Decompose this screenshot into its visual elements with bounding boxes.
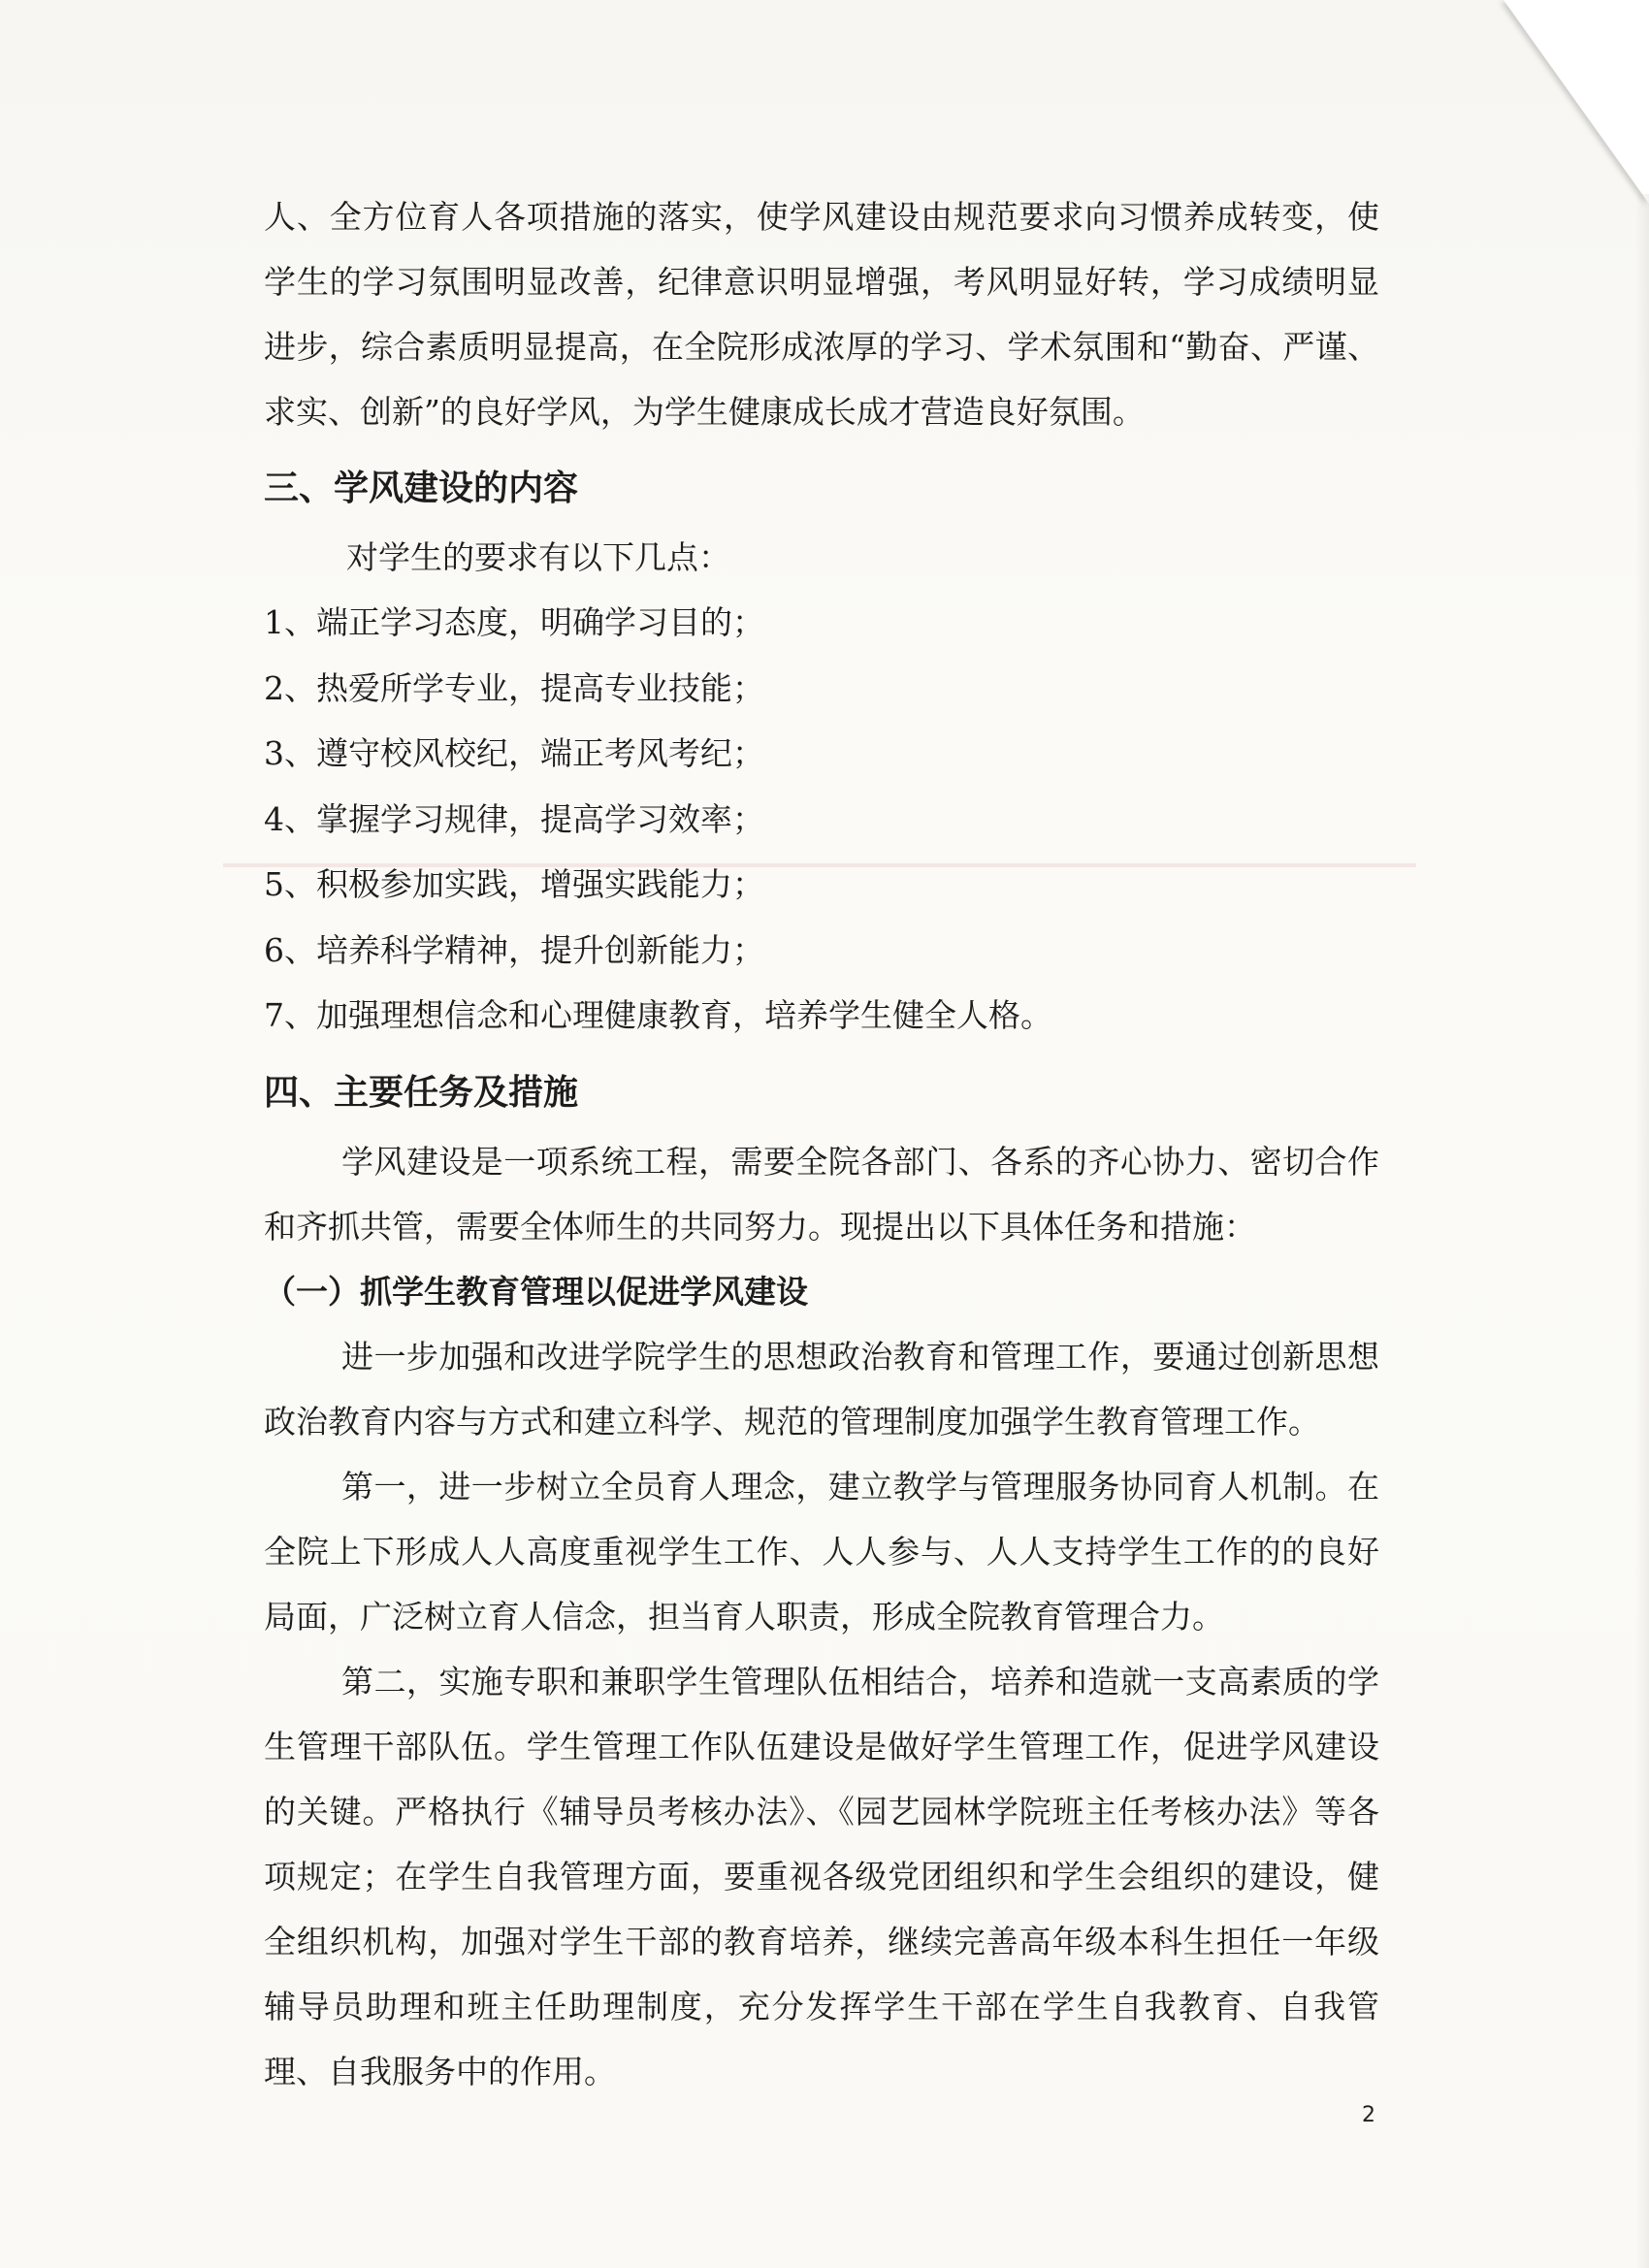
list-item: 3、遵守校风校纪，端正考风考纪； <box>264 734 764 772</box>
document-body <box>264 184 1379 2104</box>
section-heading-4: 四、主要任务及措施 <box>264 1072 579 1113</box>
list-item: 1、端正学习态度，明确学习目的； <box>264 603 764 641</box>
paragraph-intro: 人、全方位育人各项措施的落实，使学风建设由规范要求向习惯养成转变，使学生的学习氛围明显改善，纪律意识明显增强，考风明显好转，学习成绩明显进步，综合素质明显提高，在全院形成浓厚的学习、学术氛围和“勤奋、严谨、求实、创新”的良好学风，为学生健康成长成才营造良好氛围。 <box>264 198 1379 431</box>
list-item: 5、积极参加实践，增强实践能力； <box>264 865 764 903</box>
requirements-intro: 对学生的要求有以下几点： <box>346 538 730 576</box>
paragraph: 进一步加强和改进学院学生的思想政治教育和管理工作，要通过创新思想政治教育内容与方式和建立科学、规范的管理制度加强学生教育管理工作。 <box>264 1337 1379 1441</box>
paper-edge-shadow <box>1635 194 1649 2268</box>
list-item: 7、加强理想信念和心理健康教育，培养学生健全人格。 <box>264 996 1052 1034</box>
folded-corner <box>1504 0 1649 204</box>
list-item: 6、培养科学精神，提升创新能力； <box>264 930 764 969</box>
section4-intro: 学风建设是一项系统工程，需要全院各部门、各系的齐心协力、密切合作和齐抓共管，需要全体师生的共同努力。现提出以下具体任务和措施： <box>264 1142 1379 1246</box>
list-item: 2、热爱所学专业，提高专业技能； <box>264 668 764 707</box>
paragraph: 第二，实施专职和兼职学生管理队伍相结合，培养和造就一支高素质的学生管理干部队伍。学生管理工作队伍建设是做好学生管理工作，促进学风建设的关键。严格执行《辅导员考核办法》、《园艺园林学院班主任考核办法》等各项规定；在学生自我管理方面，要重视各级党团组织和学生会组织的建设，健全组织机构，加强对学生干部的教育培养，继续完善高年级本科生担任一年级辅导员助理和班主任助理制度，充分发挥学生干部在学生自我教育、自我管理、自我服务中的作用。 <box>264 1662 1379 2090</box>
page-number: 2 <box>1362 2103 1375 2127</box>
list-item: 4、掌握学习规律，提高学习效率； <box>264 799 764 838</box>
subsection-heading-1: （一）抓学生教育管理以促进学风建设 <box>264 1272 808 1311</box>
paragraph: 第一，进一步树立全员育人理念，建立教学与管理服务协同育人机制。在全院上下形成人人高度重视学生工作、人人参与、人人支持学生工作的的良好局面，广泛树立育人信念，担当育人职责，形成全院教育管理合力。 <box>264 1467 1379 1636</box>
section-heading-3: 三、学风建设的内容 <box>264 469 579 508</box>
